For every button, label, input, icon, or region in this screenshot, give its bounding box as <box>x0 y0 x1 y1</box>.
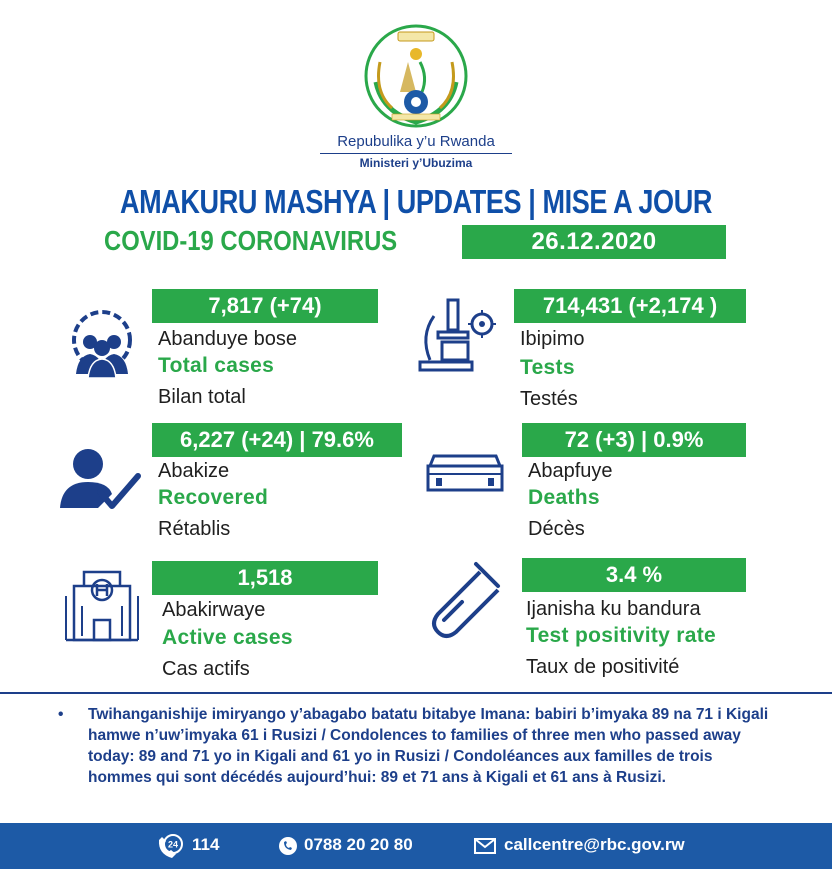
whatsapp-icon <box>278 836 298 856</box>
total-cases-fr: Bilan total <box>158 386 246 408</box>
active-cases-value: 1,518 <box>152 561 378 595</box>
header-divider <box>320 153 512 154</box>
tests-rw: Ibipimo <box>520 328 585 350</box>
condolence-note <box>60 704 780 788</box>
active-cases-fr: Cas actifs <box>162 658 250 680</box>
contact-footer <box>0 823 832 869</box>
active-cases-en: Active cases <box>162 626 293 649</box>
rwanda-coat-of-arms <box>362 22 470 130</box>
coffin-icon <box>426 452 504 494</box>
total-cases-rw: Abanduye bose <box>158 328 298 350</box>
email-icon <box>474 838 496 854</box>
tests-en: Tests <box>520 356 575 379</box>
note-text: Twihanganishije imiryango y’abagabo batatu bitabye Imana: babiri b’imyaka 89 na 71 i Kigali hamwe n’uw’imyaka 61 i Rusizi / Condolences to families of three men who passed away today: 89 and 71 yo in Kigali and 61 yo in Rusizi / Condoléances aux familles de trois hommes qui sont décédés aujourd’hui: 89 et 71 ans à Kigali et 61 ans à Rusizi. <box>88 706 769 786</box>
total-cases-en: Total cases <box>158 354 275 377</box>
recovered-rw: Abakize <box>158 460 230 482</box>
email-address[interactable]: callcentre@rbc.gov.rw <box>504 835 685 854</box>
phone-24-icon <box>156 832 186 860</box>
note-bullet: • <box>58 706 64 723</box>
active-cases-rw: Abakirwaye <box>162 599 266 621</box>
page-title: AMAKURU MASHYA | UPDATES | MISE A JOUR <box>120 183 712 220</box>
tests-fr: Testés <box>520 388 578 410</box>
positivity-en: Test positivity rate <box>526 624 716 647</box>
report-date: 26.12.2020 <box>462 225 726 259</box>
deaths-rw: Abapfuye <box>528 460 613 482</box>
tests-value: 714,431 (+2,174 ) <box>514 289 746 323</box>
positivity-rw: Ijanisha ku bandura <box>526 598 701 620</box>
section-divider <box>0 692 832 694</box>
microscope-icon <box>416 296 500 376</box>
test-tube-icon <box>418 558 504 642</box>
whatsapp-number[interactable]: 0788 20 20 80 <box>304 835 413 854</box>
total-cases-value: 7,817 (+74) <box>152 289 378 323</box>
ministry-name: Ministeri y’Ubuzima <box>359 156 473 170</box>
recovered-fr: Rétablis <box>158 518 231 540</box>
deaths-en: Deaths <box>528 486 600 509</box>
deaths-value: 72 (+3) | 0.9% <box>522 423 746 457</box>
people-virus-icon <box>66 304 138 380</box>
person-check-icon <box>58 446 142 514</box>
country-name: Repubulika y’u Rwanda <box>337 133 495 150</box>
deaths-fr: Décès <box>528 518 585 540</box>
positivity-fr: Taux de positivité <box>526 656 680 678</box>
positivity-value: 3.4 % <box>522 558 746 592</box>
hospital-icon <box>64 566 140 642</box>
recovered-en: Recovered <box>158 486 269 509</box>
page-subtitle: COVID-19 CORONAVIRUS <box>104 225 398 256</box>
hotline-number[interactable]: 114 <box>192 835 220 854</box>
phone-24-badge: 24 <box>167 839 179 850</box>
recovered-value: 6,227 (+24) | 79.6% <box>152 423 402 457</box>
